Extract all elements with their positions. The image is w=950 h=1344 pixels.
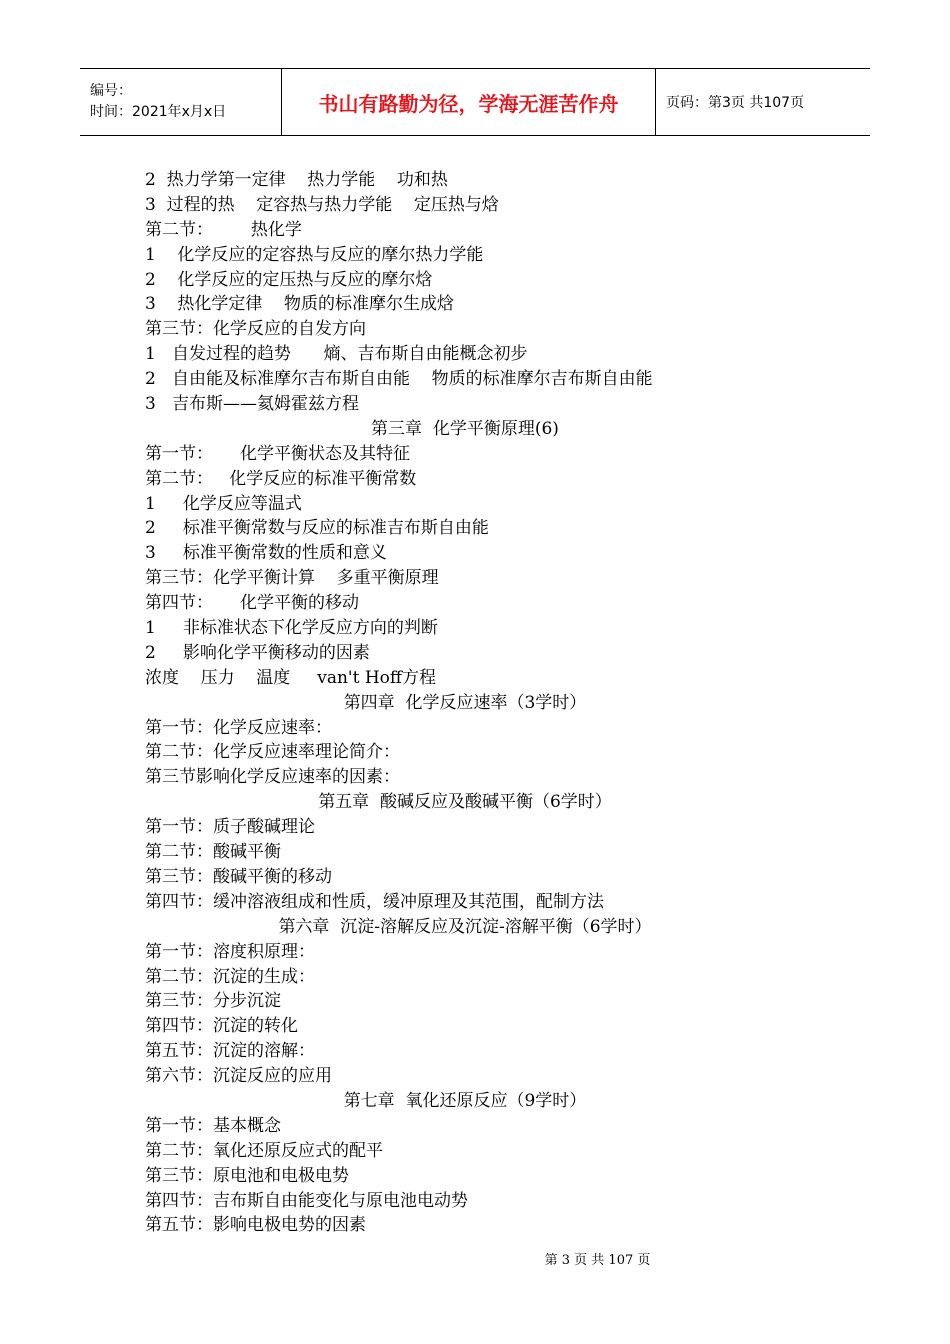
text-line: 第二节：沉淀的生成：	[145, 966, 315, 987]
chapter-heading: 第六章 沉淀-溶解反应及沉淀-溶解平衡（6学时）	[278, 916, 652, 937]
text-line: 第五节：影响电极电势的因素	[145, 1215, 366, 1236]
text-line: 第三节：酸碱平衡的移动	[145, 866, 332, 887]
page-footer: 第 3 页 共 107 页	[544, 1253, 651, 1268]
text-line: 1 非标准状态下化学反应方向的判断	[145, 618, 438, 639]
text-line: 1 化学反应等温式	[145, 493, 302, 514]
text-line: 第一节：化学反应速率：	[145, 717, 332, 738]
text-line: 3 标准平衡常数的性质和意义	[145, 543, 387, 564]
text-line: 第二节： 热化学	[145, 219, 302, 240]
date-label: 时间：2021年x月x日	[90, 104, 227, 120]
chapter-heading: 第三章 化学平衡原理(6)	[371, 418, 559, 439]
document-body	[145, 168, 785, 1238]
text-line: 第二节：化学反应速率理论简介：	[145, 742, 400, 763]
text-line: 第五节：沉淀的溶解：	[145, 1041, 315, 1062]
text-line: 3 吉布斯——氦姆霍兹方程	[145, 394, 360, 415]
text-line: 第二节：氧化还原反应式的配平	[145, 1140, 383, 1161]
text-line: 第一节：溶度积原理：	[145, 941, 315, 962]
page-info-text: 页码：第3页 共107页	[666, 95, 805, 111]
text-line: 2 化学反应的定压热与反应的摩尔焓	[145, 269, 433, 290]
text-line: 第一节：质子酸碱理论	[145, 817, 315, 838]
text-line: 2 热力学第一定律 热力学能 功和热	[145, 170, 448, 190]
chapter-heading: 第四章 化学反应速率（3学时）	[343, 692, 587, 713]
text-line: 1 化学反应的定容热与反应的摩尔热力学能	[145, 244, 484, 265]
text-line: 第一节： 化学平衡状态及其特征	[145, 443, 411, 464]
motto-text: 书山有路勤为径，学海无涯苦作舟	[318, 91, 619, 116]
text-line: 第四节： 化学平衡的移动	[145, 593, 360, 614]
page-header	[80, 68, 870, 136]
text-line: 第三节：原电池和电极电势	[145, 1165, 349, 1186]
chapter-heading: 第七章 氧化还原反应（9学时）	[343, 1090, 587, 1111]
text-line: 第四节：缓冲溶液组成和性质，缓冲原理及其范围，配制方法	[145, 891, 604, 912]
text-line: 2 影响化学平衡移动的因素	[145, 642, 370, 663]
text-line: 第四节：沉淀的转化	[145, 1016, 298, 1037]
text-line: 3 过程的热 定容热与热力学能 定压热与焓	[145, 194, 499, 215]
text-line: 第三节影响化学反应速率的因素：	[145, 767, 400, 788]
header-motto	[282, 69, 656, 135]
text-line: 第二节： 化学反应的标准平衡常数	[145, 468, 417, 489]
text-line: 2 自由能及标准摩尔吉布斯自由能 物质的标准摩尔吉布斯自由能	[145, 369, 653, 390]
text-line: 2 标准平衡常数与反应的标准吉布斯自由能	[145, 518, 489, 539]
header-meta	[80, 69, 282, 135]
text-line: 第四节：吉布斯自由能变化与原电池电动势	[145, 1190, 468, 1211]
text-line: 第六节：沉淀反应的应用	[145, 1066, 332, 1087]
text-line: 第二节：酸碱平衡	[145, 842, 281, 863]
text-line: 第三节：分步沉淀	[145, 991, 281, 1012]
text-line: 第三节：化学反应的自发方向	[145, 319, 366, 340]
number-label: 编号：	[90, 83, 132, 99]
text-line: 浓度 压力 温度 van't Hoff方程	[145, 667, 436, 688]
text-line: 第一节：基本概念	[145, 1115, 281, 1136]
text-line: 1 自发过程的趋势 熵、吉布斯自由能概念初步	[145, 344, 528, 365]
text-line: 3 热化学定律 物质的标准摩尔生成焓	[145, 294, 455, 315]
header-page-info	[656, 69, 870, 135]
text-line: 第三节：化学平衡计算 多重平衡原理	[145, 568, 439, 589]
chapter-heading: 第五章 酸碱反应及酸碱平衡（6学时）	[318, 792, 612, 813]
